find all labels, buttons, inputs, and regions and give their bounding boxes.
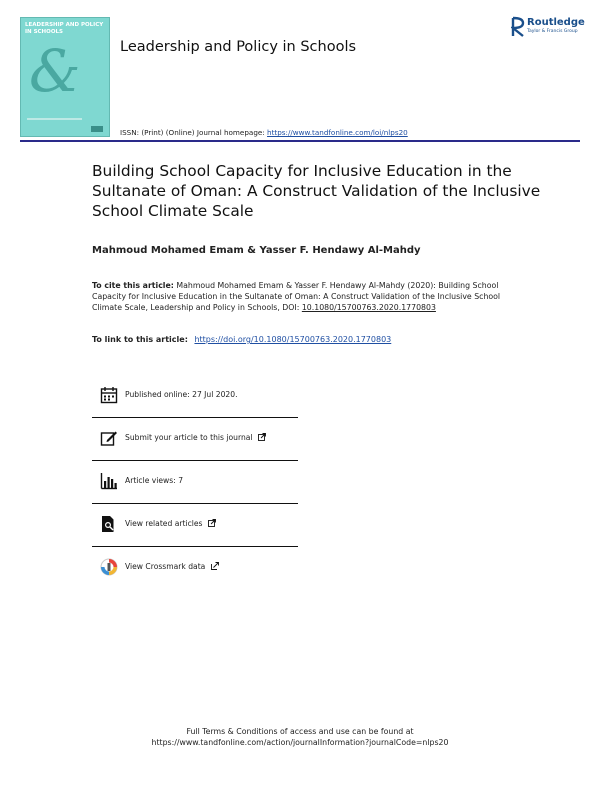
related-articles-label: View related articles bbox=[125, 519, 203, 528]
publisher-name: Routledge bbox=[527, 17, 585, 28]
article-title: Building School Capacity for Inclusive Education in the Sultanate of Oman: A Construct Validation of the Inclusive School Climate Scale bbox=[92, 162, 541, 220]
citation-block bbox=[92, 281, 532, 313]
footer-terms-text: Full Terms & Conditions of access and use can be found at bbox=[186, 727, 414, 736]
cover-logo-icon bbox=[91, 126, 103, 132]
footer bbox=[0, 726, 600, 748]
crossmark-icon bbox=[100, 558, 118, 576]
issn-label: ISSN: (Print) (Online) Journal homepage: bbox=[120, 128, 265, 137]
publisher-logo bbox=[511, 16, 591, 40]
ampersand-icon: & bbox=[29, 37, 81, 105]
article-link-line bbox=[92, 335, 391, 344]
article-views-item bbox=[92, 461, 298, 504]
edit-icon bbox=[100, 429, 118, 447]
header-divider bbox=[20, 140, 580, 142]
crossmark-item[interactable] bbox=[92, 547, 298, 589]
external-link-icon bbox=[258, 433, 266, 441]
citation-label: To cite this article: bbox=[92, 281, 174, 290]
submit-article-label: Submit your article to this journal bbox=[125, 433, 253, 442]
article-doi-link[interactable]: https://doi.org/10.1080/15700763.2020.1770803 bbox=[194, 335, 392, 344]
article-views-count: Article views: 7 bbox=[125, 476, 184, 485]
external-link-icon bbox=[208, 519, 216, 527]
citation-doi-link[interactable]: 10.1080/15700763.2020.1770803 bbox=[301, 302, 436, 312]
journal-homepage-link[interactable]: https://www.tandfonline.com/loi/nlps20 bbox=[267, 128, 408, 137]
published-info bbox=[92, 375, 298, 418]
related-articles-item[interactable] bbox=[92, 504, 298, 547]
footer-terms-link[interactable]: https://www.tandfonline.com/action/journalInformation?journalCode=nlps20 bbox=[151, 738, 449, 747]
cover-title: LEADERSHIP AND POLICY IN SCHOOLS bbox=[25, 22, 104, 35]
submit-article-item[interactable] bbox=[92, 418, 298, 461]
related-search-icon bbox=[100, 515, 118, 533]
journal-title: Leadership and Policy in Schools bbox=[120, 39, 357, 55]
crossmark-link[interactable] bbox=[125, 562, 219, 571]
publisher-tagline: Taylor & Francis Group bbox=[527, 29, 578, 34]
article-link-label: To link to this article: bbox=[92, 335, 188, 344]
citation-text: Mahmoud Mohamed Emam & Yasser F. Hendawy Al-Mahdy (2020): Building School Capacity for Inclusive Education in the Sultanate of Oman: A Construct Validation of the Inclusive School Climate Scale, Leadership and Policy in Schools, DOI: bbox=[92, 281, 501, 312]
crossmark-external-icon bbox=[211, 562, 219, 570]
routledge-r-icon bbox=[511, 16, 525, 38]
journal-cover bbox=[20, 17, 110, 137]
bar-chart-icon bbox=[100, 472, 118, 490]
article-authors: Mahmoud Mohamed Emam & Yasser F. Hendawy Al-Mahdy bbox=[92, 245, 421, 256]
published-date: Published online: 27 Jul 2020. bbox=[125, 390, 238, 399]
cover-line bbox=[27, 118, 82, 120]
crossmark-label: View Crossmark data bbox=[125, 562, 206, 571]
submit-article-link[interactable] bbox=[125, 433, 266, 442]
issn-line bbox=[120, 128, 408, 137]
related-articles-link[interactable] bbox=[125, 519, 216, 528]
article-actions-panel bbox=[92, 375, 298, 589]
calendar-icon bbox=[100, 386, 118, 404]
